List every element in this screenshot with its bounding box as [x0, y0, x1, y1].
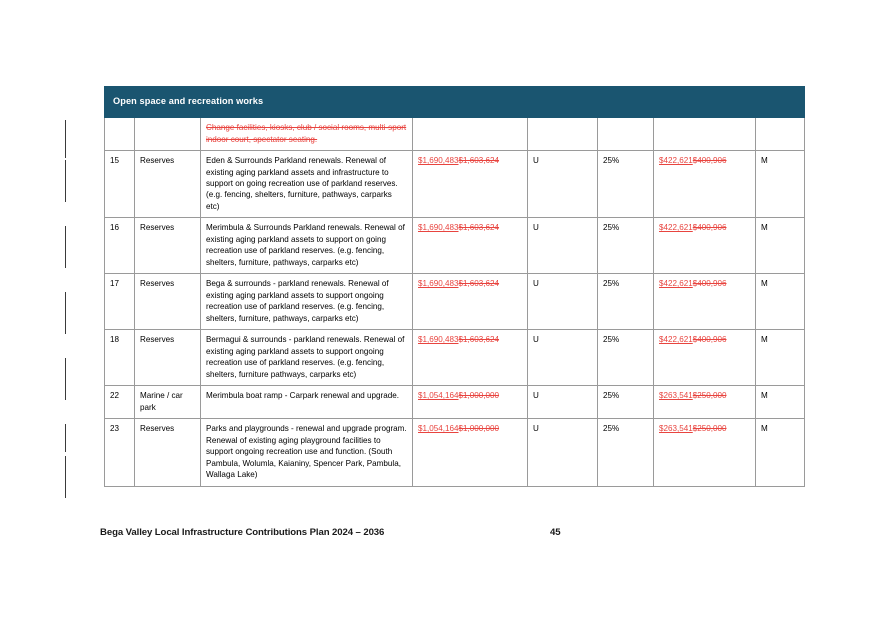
- row-stage: M: [756, 386, 805, 419]
- row-percent: 25%: [598, 330, 654, 386]
- row-type: [135, 118, 201, 151]
- section-header-label: Open space and recreation works: [105, 87, 805, 118]
- row-stage: M: [756, 419, 805, 486]
- inserted-cost-value: $1,690,483: [418, 156, 459, 166]
- table-body: [105, 87, 805, 487]
- change-bar: [65, 226, 66, 268]
- row-stage: [756, 118, 805, 151]
- row-type: Reserves: [135, 218, 201, 274]
- row-apportionment: [528, 118, 598, 151]
- open-space-works-table: [104, 86, 805, 487]
- row-estimated-cost: [413, 274, 528, 330]
- row-description: Merimbula boat ramp - Carpark renewal and upgrade.: [201, 386, 413, 419]
- row-estimated-cost: [413, 386, 528, 419]
- row-percent: 25%: [598, 386, 654, 419]
- row-id: 17: [105, 274, 135, 330]
- page-footer: [100, 527, 804, 538]
- row-id: 16: [105, 218, 135, 274]
- row-stage: M: [756, 330, 805, 386]
- change-bar: [65, 456, 66, 498]
- row-description: Parks and playgrounds - renewal and upgrade program. Renewal of existing aging playground facilities to support ongoing recreation use and function. (South Pambula, Wolumla, Kaianiny, Spencer Park, Pambula, Wallaga Lake): [201, 419, 413, 486]
- row-estimated-cost: [413, 419, 528, 486]
- row-percent: [598, 118, 654, 151]
- row-apportionment: U: [528, 419, 598, 486]
- inserted-contribution-value: $422,621: [659, 223, 693, 233]
- row-contribution: [654, 419, 756, 486]
- row-description: Eden & Surrounds Parkland renewals. Renewal of existing aging parkland assets and infrastructure to support on going recreation use of parkland reserves. (e.g. fencing, shelters, furniture, pathways, carparks etc): [201, 151, 413, 218]
- change-bar: [65, 424, 66, 452]
- row-stage: M: [756, 218, 805, 274]
- change-bar: [65, 292, 66, 334]
- table-row: [105, 218, 805, 274]
- row-stage: M: [756, 274, 805, 330]
- inserted-cost-value: $1,690,483: [418, 335, 459, 345]
- change-bar: [65, 160, 66, 202]
- row-estimated-cost: [413, 330, 528, 386]
- inserted-contribution-value: $422,621: [659, 335, 693, 345]
- inserted-cost-value: $1,690,483: [418, 223, 459, 233]
- table-row: [105, 274, 805, 330]
- row-contribution: [654, 274, 756, 330]
- table-row-partial: [105, 118, 805, 151]
- table-row: [105, 419, 805, 486]
- row-contribution: [654, 151, 756, 218]
- row-apportionment: U: [528, 274, 598, 330]
- row-id: 15: [105, 151, 135, 218]
- deleted-cost-value: $1,603,624: [458, 223, 500, 233]
- row-stage: M: [756, 151, 805, 218]
- open-space-works-table-container: [104, 86, 804, 487]
- deleted-cost-value: $1,603,624: [458, 335, 500, 345]
- row-contribution: [654, 330, 756, 386]
- row-id: 23: [105, 419, 135, 486]
- row-contribution: [654, 118, 756, 151]
- deleted-cost-value: $1,000,000: [458, 391, 500, 401]
- row-contribution: [654, 386, 756, 419]
- row-apportionment: U: [528, 218, 598, 274]
- deleted-contribution-value: $400,906: [692, 335, 727, 345]
- inserted-cost-value: $1,690,483: [418, 279, 459, 289]
- revision-change-bars: [65, 0, 69, 620]
- row-apportionment: U: [528, 330, 598, 386]
- row-type: Reserves: [135, 330, 201, 386]
- inserted-contribution-value: $422,621: [659, 279, 693, 289]
- row-type: Reserves: [135, 419, 201, 486]
- row-description: Merimbula & Surrounds Parkland renewals. Renewal of existing aging parkland assets to support on going recreation use of parkland reserves. (e.g. fencing, shelters, furniture, pathways, carparks etc): [201, 218, 413, 274]
- deleted-contribution-value: $400,906: [692, 279, 727, 289]
- row-type: Reserves: [135, 274, 201, 330]
- deleted-contribution-value: $400,906: [692, 156, 727, 166]
- row-percent: 25%: [598, 218, 654, 274]
- row-percent: 25%: [598, 151, 654, 218]
- table-row: [105, 330, 805, 386]
- row-estimated-cost: [413, 118, 528, 151]
- row-type: Marine / car park: [135, 386, 201, 419]
- change-bar: [65, 120, 66, 158]
- inserted-cost-value: $1,054,164: [418, 391, 459, 401]
- row-type: Reserves: [135, 151, 201, 218]
- change-bar: [65, 358, 66, 400]
- deleted-cost-value: $1,603,624: [458, 156, 500, 166]
- footer-title: Bega Valley Local Infrastructure Contributions Plan 2024 – 2036: [100, 527, 385, 538]
- section-header-row: [105, 87, 805, 118]
- deleted-description-text: Change facilities, kiosks, club / social rooms, multi-sport indoor court, spectator seating.: [206, 123, 407, 144]
- row-description: Bega & surrounds - parkland renewals. Renewal of existing aging parkland assets to support ongoing recreation use of parkland reserves. (e.g. fencing, shelters, furniture, pathways, carparks etc): [201, 274, 413, 330]
- row-estimated-cost: [413, 218, 528, 274]
- row-percent: 25%: [598, 274, 654, 330]
- row-apportionment: U: [528, 386, 598, 419]
- deleted-contribution-value: $250,000: [692, 424, 727, 434]
- row-description: Bermagui & surrounds - parkland renewals. Renewal of existing aging parkland assets to support ongoing recreation use of parkland reserves. (e.g. fencing, shelters, furniture pathways, carparks etc): [201, 330, 413, 386]
- table-row: [105, 151, 805, 218]
- deleted-cost-value: $1,603,624: [458, 279, 500, 289]
- inserted-contribution-value: $422,621: [659, 156, 693, 166]
- deleted-cost-value: $1,000,000: [458, 424, 500, 434]
- table-row: [105, 386, 805, 419]
- footer-page-number: 45: [550, 527, 561, 538]
- row-percent: 25%: [598, 419, 654, 486]
- row-id: 18: [105, 330, 135, 386]
- row-estimated-cost: [413, 151, 528, 218]
- inserted-contribution-value: $263,541: [659, 391, 693, 401]
- row-id: 22: [105, 386, 135, 419]
- row-contribution: [654, 218, 756, 274]
- row-apportionment: U: [528, 151, 598, 218]
- deleted-contribution-value: $250,000: [692, 391, 727, 401]
- inserted-contribution-value: $263,541: [659, 424, 693, 434]
- row-description: [201, 118, 413, 151]
- inserted-cost-value: $1,054,164: [418, 424, 459, 434]
- row-id: [105, 118, 135, 151]
- deleted-contribution-value: $400,906: [692, 223, 727, 233]
